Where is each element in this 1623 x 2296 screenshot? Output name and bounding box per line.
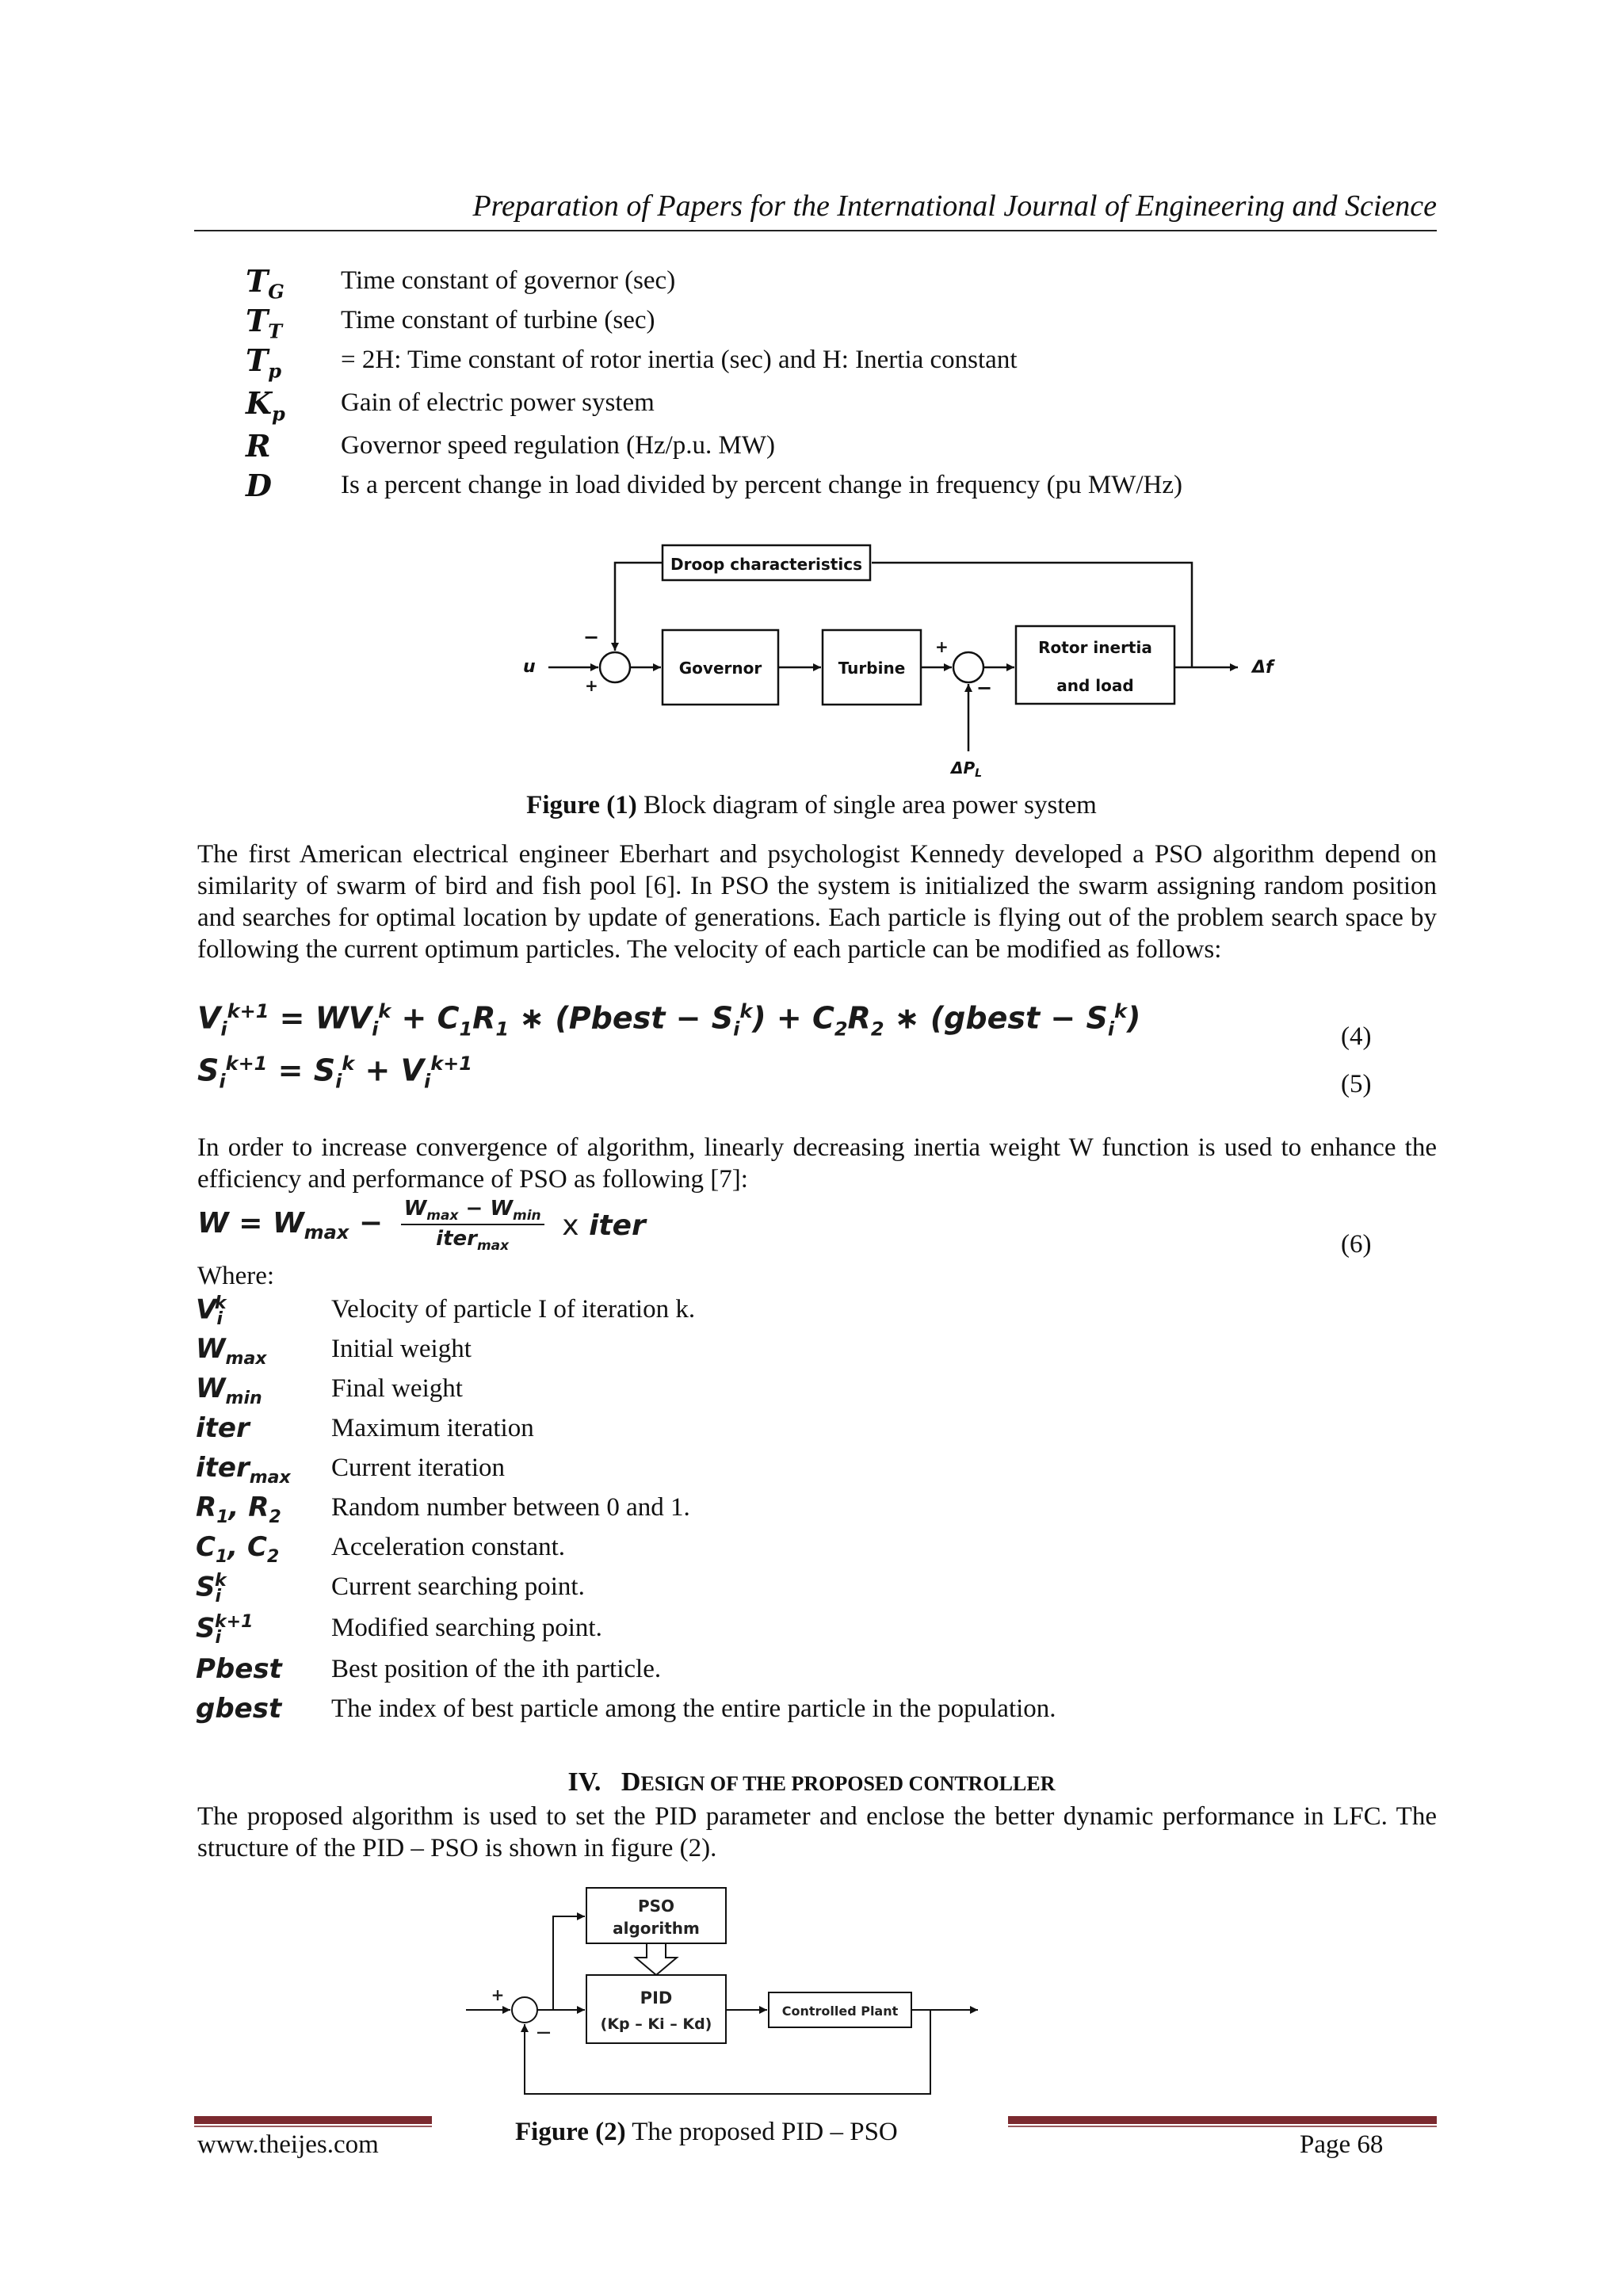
symbol-definition: Current searching point.	[331, 1572, 585, 1601]
equation-4-number: (4)	[1341, 1022, 1372, 1051]
symbol: $W_{min}$	[196, 1373, 262, 1408]
symbol: iter$_{max}$	[196, 1452, 291, 1488]
symbol: $V_i^k$	[196, 1293, 227, 1330]
droop-label: Droop characteristics	[670, 555, 862, 574]
equation-6-number: (6)	[1341, 1230, 1372, 1259]
plant-label: Controlled Plant	[781, 2004, 899, 2019]
equation-4: $V_i^{k+1} = WV_i^k + C_1R_1$ ∗ (Pbest − $S_i^k) + C_2R_2$ ∗ (gbest − $S_i^k$)	[197, 1000, 1141, 1041]
equation-5-number: (5)	[1341, 1070, 1372, 1098]
summing-junction	[512, 1997, 537, 2023]
section-heading: IV. DESIGN OF THE PROPOSED CONTROLLER	[567, 1767, 1056, 1797]
symbol: gbest	[196, 1693, 282, 1725]
symbol-definition: = 2H: Time constant of rotor inertia (sec) and H: Inertia constant	[341, 346, 1018, 374]
minus-sign: −	[583, 626, 600, 648]
paragraph-pso-intro: The first American electrical engineer Eberhart and psychologist Kennedy developed a PSO algorithm depend on similarity of swarm of bird and fish pool [6]. In PSO the system is initialized the swarm assigning random position and searches for optimal location by update of generations. Each particle is flying out of the problem search space by following the current optimum particles. The velocity of each particle can be modified as follows:	[197, 840, 1437, 964]
footer-bar-right	[1008, 2116, 1437, 2124]
symbol-definition: Random number between 0 and 1.	[331, 1493, 690, 1522]
plus-sign: +	[491, 1985, 505, 2004]
symbol-definition: Time constant of governor (sec)	[341, 266, 676, 295]
symbol-definition: Governor speed regulation (Hz/p.u. MW)	[341, 431, 775, 460]
symbol-definition: Initial weight	[331, 1335, 472, 1363]
symbol: R	[246, 428, 271, 464]
equation-6: $W = W_{max}$ − $W_{max} - W_{min}$ iter$_{max}$ x iter	[197, 1197, 646, 1255]
paragraph-inertia-weight: In order to increase convergence of algorithm, linearly decreasing inertia weight W function is used to enhance the efficiency and performance of PSO as following [7]:	[197, 1133, 1437, 1194]
where-label: Where:	[197, 1262, 275, 1290]
symbol: $C_1$, $C_2$	[196, 1531, 280, 1567]
pso-label-line1: PSO	[637, 1897, 675, 1916]
governor-label: Governor	[678, 659, 762, 678]
symbol-definition: Maximum iteration	[331, 1414, 534, 1442]
symbol: $R_1$, $R_2$	[196, 1492, 281, 1527]
pso-label-line2: algorithm	[613, 1919, 700, 1938]
rotor-label-line1: Rotor inertia	[1038, 638, 1152, 657]
pid-label-line2: (Kp – Ki – Kd)	[600, 2015, 712, 2033]
symbol-definition: Is a percent change in load divided by percent change in frequency (pu MW/Hz)	[341, 471, 1182, 499]
symbol-definition: Time constant of turbine (sec)	[341, 306, 655, 334]
pid-block	[586, 1975, 726, 2043]
symbol: $S_i^k$	[196, 1571, 227, 1607]
symbol-definition: Current iteration	[331, 1454, 506, 1482]
pid-label-line1: PID	[640, 1988, 673, 2008]
symbol: $W_{max}$	[196, 1333, 267, 1369]
running-head: Preparation of Papers for the International Journal of Engineering and Science	[472, 189, 1437, 223]
symbol-definition: Gain of electric power system	[341, 388, 655, 417]
symbol-definition: Modified searching point.	[331, 1614, 602, 1642]
symbol: $T_G$	[246, 263, 285, 304]
figure-1-caption: Figure (1) Block diagram of single area power system	[526, 791, 1097, 819]
symbol-definition: Acceleration constant.	[331, 1533, 566, 1561]
symbol: $T_p$	[246, 342, 282, 383]
plus-sign: +	[935, 637, 949, 656]
symbol: $T_T$	[246, 303, 283, 343]
turbine-label: Turbine	[838, 659, 906, 678]
disturbance-label: $\Delta P_L$	[951, 758, 983, 780]
minus-sign: −	[976, 677, 993, 699]
input-label: u	[523, 657, 536, 677]
symbol: $K_p$	[246, 385, 285, 426]
symbol-definition: Best position of the ith particle.	[331, 1655, 662, 1683]
footer-website: www.theijes.com	[197, 2130, 379, 2159]
footer-bar-left	[194, 2116, 432, 2124]
figure-2-caption: Figure (2) The proposed PID – PSO	[515, 2118, 898, 2146]
minus-sign: —	[537, 2024, 551, 2041]
symbol-definition: The index of best particle among the entire particle in the population.	[331, 1694, 1056, 1723]
output-label: Δf	[1252, 658, 1274, 678]
symbol-definition: Final weight	[331, 1374, 463, 1403]
symbol: Pbest	[196, 1653, 282, 1685]
symbol-definition: Velocity of particle I of iteration k.	[331, 1295, 696, 1324]
symbol: D	[246, 468, 272, 503]
rotor-label-line2: and load	[1056, 676, 1134, 695]
paragraph-proposed-controller: The proposed algorithm is used to set the PID parameter and enclose the better dynamic performance in LFC. The structure of the PID – PSO is shown in figure (2).	[197, 1802, 1437, 1862]
equation-5: $S_i^{k+1} = S_i^k + V_i^{k+1}$	[197, 1052, 472, 1093]
pso-to-pid-arrow	[636, 1943, 677, 1975]
footer-page-number: Page 68	[1300, 2130, 1384, 2159]
plus-sign: +	[585, 676, 598, 695]
symbol: iter	[196, 1412, 250, 1444]
symbol: $S_i^{k+1}$	[196, 1612, 254, 1648]
